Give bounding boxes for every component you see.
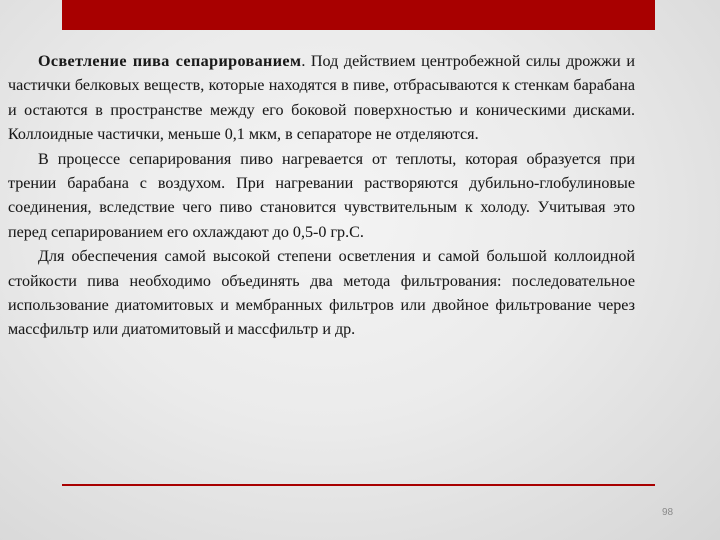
paragraph-text: Для обеспечения самой высокой степени осветления и самой большой коллоидной стойкости пива необходимо объединять два метода фильтрования: последовательное использование диатомитовых и мембранных фильтров или двойное фильтрование через массфильтр или диатомитовый и массфильтр и др. [8,248,635,339]
paragraph-heating [8,148,635,246]
paragraph-filtration [8,245,635,343]
paragraph-text: В процессе сепарирования пиво нагревается от теплоты, которая образуется при трении барабана с воздухом. При нагревании растворяются дубильно-глобулиновые соединения, вследствие чего пиво становится чувствительным к холоду. Учитывая это перед сепарированием его охлаждают до 0,5-0 гр.С. [8,150,635,241]
header-accent-bar [62,0,655,30]
page-number: 98 [662,507,674,518]
footer-divider [62,484,655,486]
paragraph-text: . Под действием центробежной силы дрожжи и частички белковых веществ, которые находятся в пиве, отбрасываются к стенкам барабана и остаются в пространстве между его боковой поверхностью и коническими дисками. Коллоидные частички, меньше 0,1 мкм, в сепараторе не отделяются. [8,53,635,144]
paragraph-separation [8,50,635,148]
body-text [8,50,635,343]
paragraph-lead-term: Осветление пива сепарированием [38,53,302,70]
